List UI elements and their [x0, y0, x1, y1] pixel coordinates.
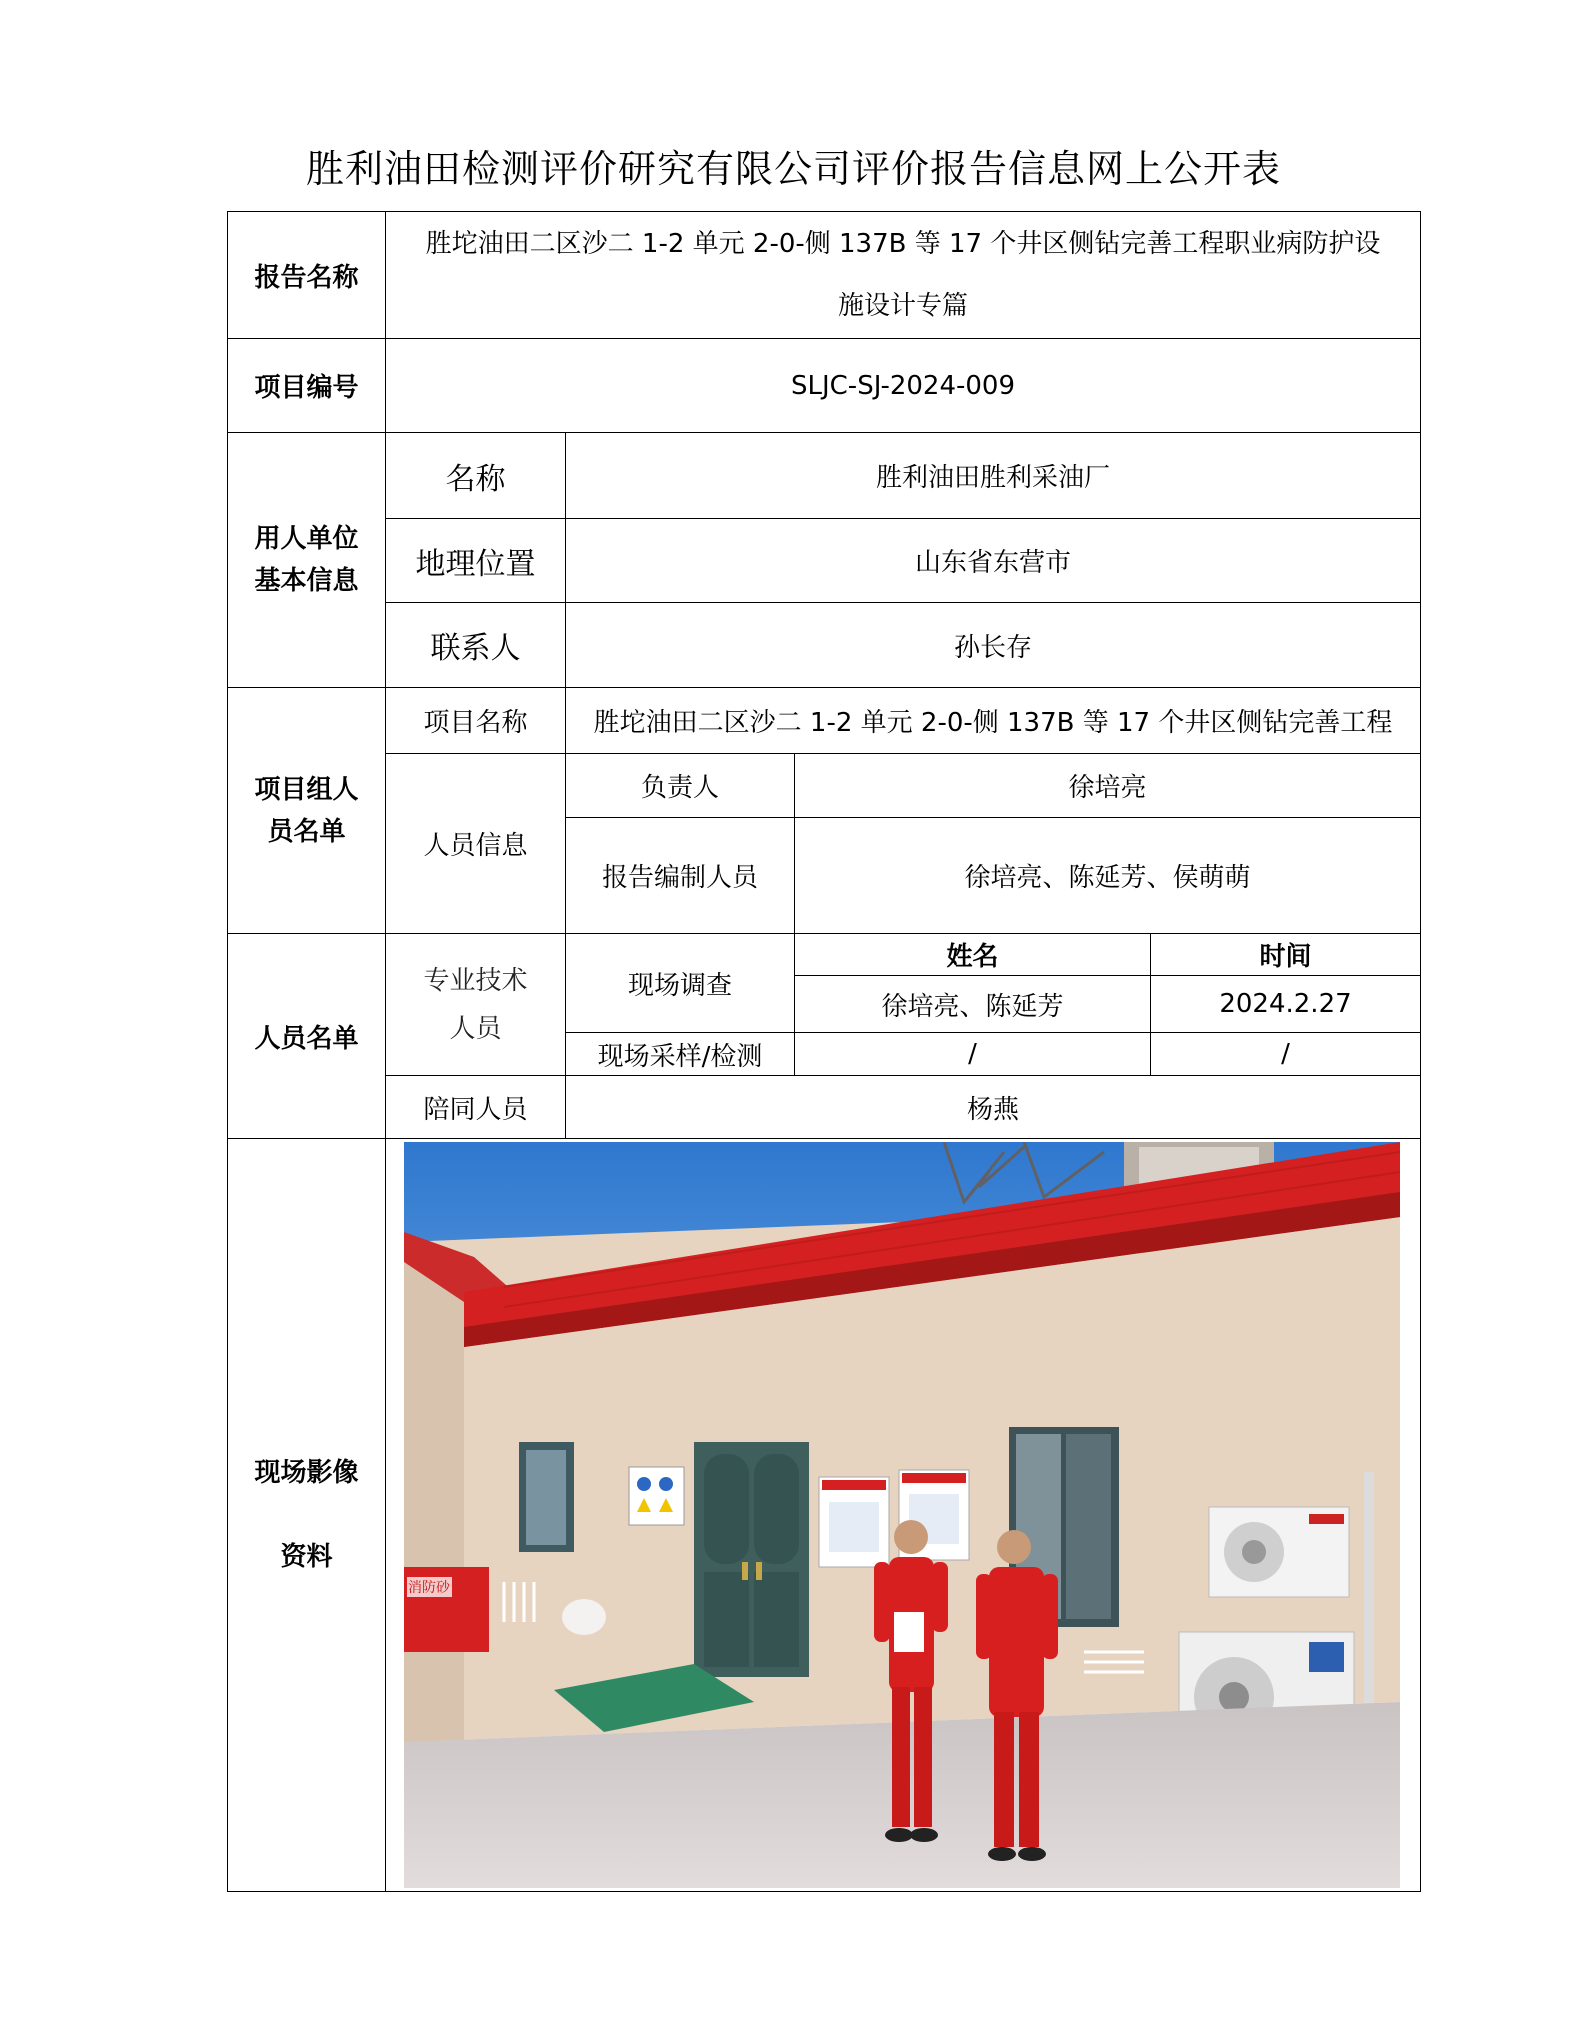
report-name-line-2: 施设计专篇	[837, 291, 968, 321]
tech-staff-label	[386, 934, 565, 1075]
sampling-names: /	[968, 1039, 977, 1069]
sampling-label: 现场采样/检测	[597, 1041, 763, 1072]
report-name-label: 报告名称	[254, 262, 359, 293]
location-value: 山东省东营市	[914, 548, 1071, 578]
report-name-value	[386, 212, 1420, 338]
project-number-value: SLJC-SJ-2024-009	[791, 370, 1015, 401]
col-time-header: 时间	[1259, 942, 1312, 972]
staff-section-label: 人员名单	[254, 1023, 359, 1054]
lead-value: 徐培亮	[1068, 773, 1147, 803]
project-number-label: 项目编号	[254, 373, 359, 403]
sampling-date: /	[1281, 1039, 1290, 1069]
escort-value: 杨燕	[966, 1094, 1019, 1125]
personnel-info-label: 人员信息	[423, 831, 528, 861]
site-images-label	[228, 1139, 385, 1891]
report-name-line-1: 胜坨油田二区沙二 1-2 单元 2-0-侧 137B 等 17 个井区侧钻完善工程职业病防护设	[425, 229, 1381, 259]
page-title: 胜利油田检测评价研究有限公司评价报告信息网上公开表	[305, 147, 1281, 191]
fire-sand-label: 消防砂	[408, 1580, 450, 1596]
project-team-label-line-2: 员名单	[267, 816, 346, 847]
site-photo	[404, 1142, 1400, 1888]
authors-label: 报告编制人员	[601, 863, 758, 893]
site-images-label-line-1: 现场影像	[254, 1458, 359, 1488]
lead-label: 负责人	[640, 773, 719, 803]
project-name-label: 项目名称	[423, 708, 528, 738]
employer-label-line-2: 基本信息	[254, 566, 359, 596]
site-images-label-line-2: 资料	[280, 1542, 333, 1572]
employer-name-label: 名称	[445, 461, 506, 497]
site-survey-label: 现场调查	[627, 970, 732, 1001]
survey-date: 2024.2.27	[1219, 989, 1352, 1019]
employer-section-label	[228, 433, 385, 687]
project-team-section-label	[228, 688, 385, 933]
employer-label-line-1: 用人单位	[254, 524, 359, 554]
escort-label: 陪同人员	[423, 1094, 528, 1125]
contact-value: 孙长存	[953, 632, 1032, 663]
tech-staff-label-line-1: 专业技术	[423, 965, 528, 996]
employer-name-value: 胜利油田胜利采油厂	[875, 463, 1110, 493]
tech-staff-label-line-2: 人员	[449, 1013, 502, 1044]
col-name-header: 姓名	[946, 942, 999, 972]
survey-names: 徐培亮、陈延芳	[881, 991, 1064, 1022]
location-label: 地理位置	[415, 546, 536, 582]
authors-value: 徐培亮、陈延芳、侯萌萌	[964, 863, 1251, 893]
project-team-label-line-1: 项目组人	[254, 774, 359, 805]
contact-label: 联系人	[430, 631, 521, 666]
project-name-value: 胜坨油田二区沙二 1-2 单元 2-0-侧 137B 等 17 个井区侧钻完善工程	[593, 708, 1393, 738]
